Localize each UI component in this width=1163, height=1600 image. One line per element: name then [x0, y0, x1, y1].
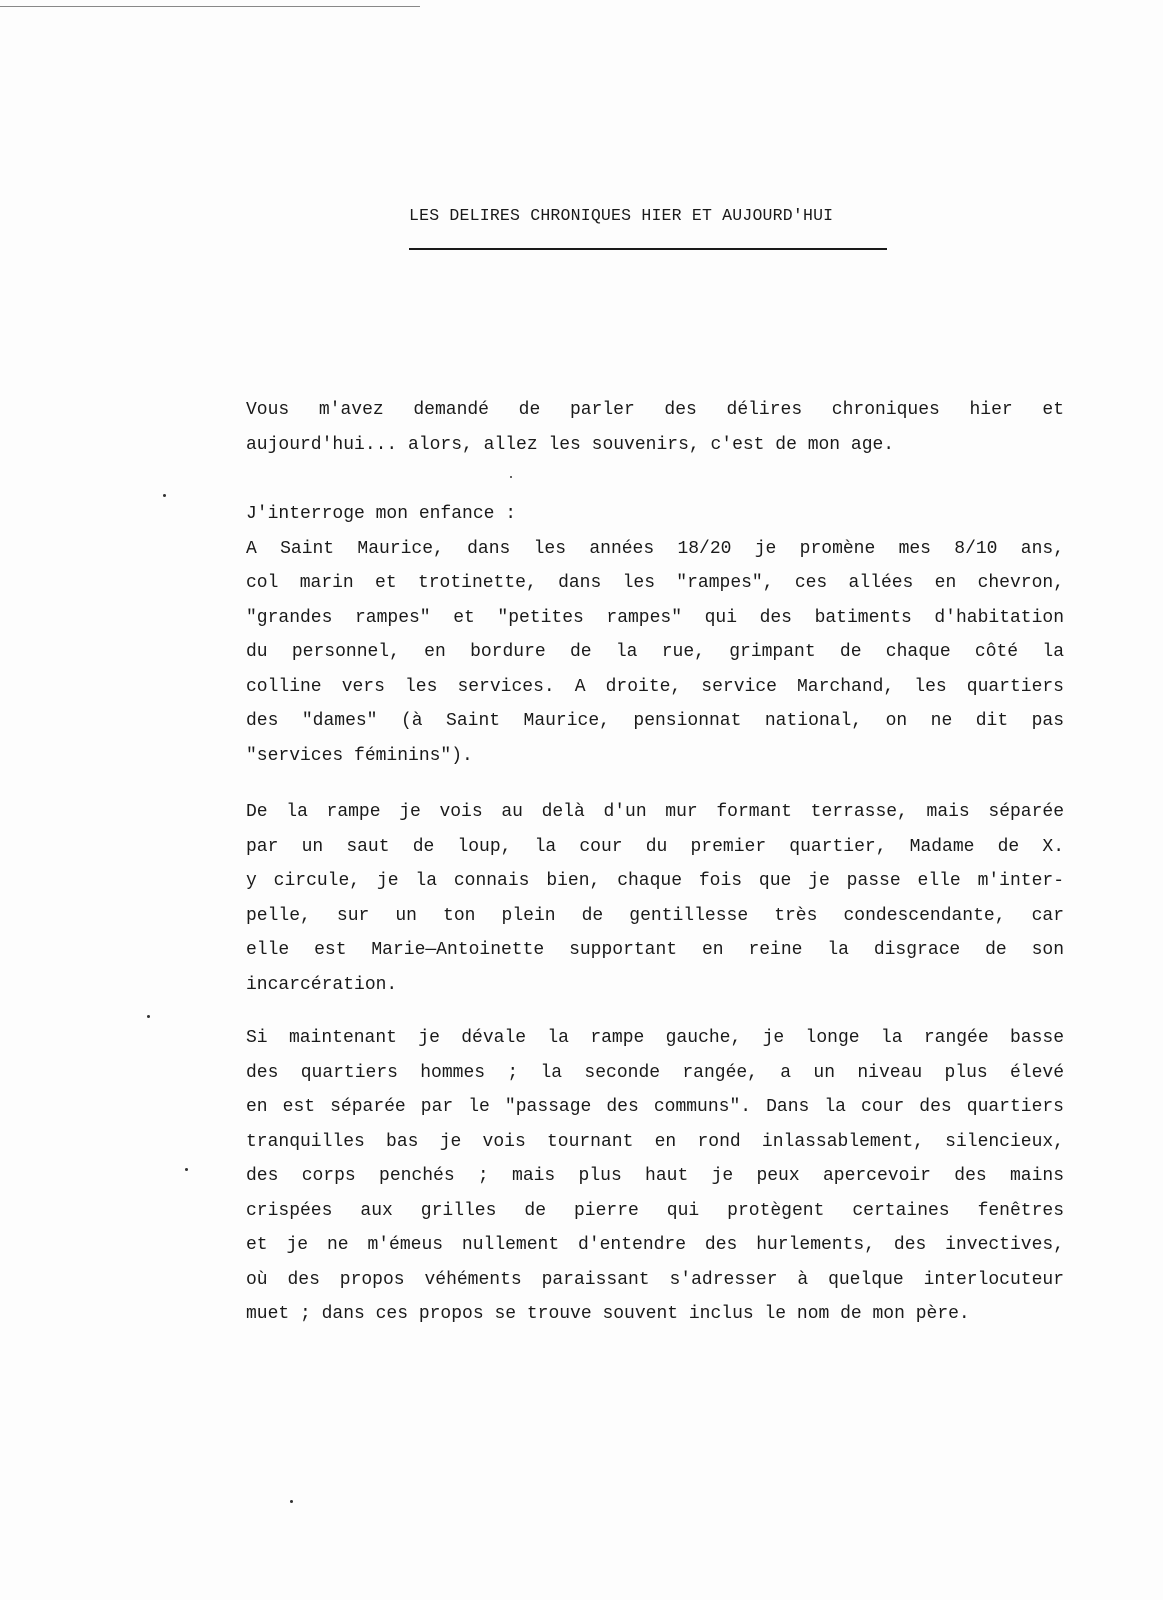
- text-line: A Saint Maurice, dans les années 18/20 je promène mes 8/10 ans,: [246, 538, 1064, 559]
- scan-speck: [185, 1168, 188, 1171]
- text-line: en est séparée par le "passage des communs". Dans la cour des quartiers: [246, 1097, 1064, 1117]
- text-line: colline vers les services. A droite, service Marchand, les quartiers: [246, 676, 1064, 697]
- text-line: des quartiers hommes ; la seconde rangée, a un niveau plus élevé: [246, 1062, 1064, 1083]
- scan-speck: [290, 1500, 293, 1503]
- scan-speck: [163, 494, 166, 497]
- text-line: J'interroge mon enfance :: [246, 504, 517, 524]
- paragraph-3: [246, 795, 1064, 1002]
- text-line: et je ne m'émeus nullement d'entendre des hurlements, des invectives,: [246, 1235, 1064, 1255]
- paragraph-2: [246, 497, 1064, 773]
- text-line: pelle, sur un ton plein de gentillesse très condescendante, car: [246, 905, 1064, 926]
- text-line: col marin et trotinette, dans les "rampes", ces allées en chevron,: [246, 573, 1064, 593]
- paragraph-4: [246, 1021, 1064, 1332]
- text-line: du personnel, en bordure de la rue, grimpant de chaque côté la: [246, 642, 1064, 662]
- text-line: Si maintenant je dévale la rampe gauche, je longe la rangée basse: [246, 1028, 1064, 1048]
- text-line: par un saut de loup, la cour du premier quartier, Madame de X.: [246, 836, 1064, 857]
- text-line: Vous m'avez demandé de parler des délires chroniques hier et: [246, 400, 1064, 420]
- paragraph-1: [246, 393, 1064, 462]
- text-line: muet ; dans ces propos se trouve souvent inclus le nom de mon père.: [246, 1304, 970, 1324]
- scan-edge-line: [0, 6, 420, 7]
- title-underline: [409, 248, 887, 250]
- text-line: "services féminins").: [246, 745, 473, 766]
- text-line: y circule, je la connais bien, chaque fois que je passe elle m'inter-: [246, 871, 1064, 891]
- text-line: elle est Marie—Antoinette supportant en reine la disgrace de son: [246, 940, 1064, 960]
- text-line: des "dames" (à Saint Maurice, pensionnat national, on ne dit pas: [246, 711, 1064, 731]
- text-line: incarcération.: [246, 974, 398, 995]
- text-line: tranquilles bas je vois tournant en rond inlassablement, silencieux,: [246, 1131, 1064, 1152]
- text-line: où des propos véhéments paraissant s'adresser à quelque interlocuteur: [246, 1269, 1064, 1290]
- document-title: LES DELIRES CHRONIQUES HIER ET AUJOURD'HUI: [409, 206, 834, 225]
- text-line: crispées aux grilles de pierre qui protègent certaines fenêtres: [246, 1200, 1064, 1221]
- text-line: des corps penchés ; mais plus haut je peux apercevoir des mains: [246, 1166, 1064, 1186]
- text-line: De la rampe je vois au delà d'un mur formant terrasse, mais séparée: [246, 802, 1064, 822]
- scan-speck: [147, 1015, 150, 1018]
- text-line: "grandes rampes" et "petites rampes" qui des batiments d'habitation: [246, 607, 1064, 628]
- scan-speck: [510, 476, 512, 478]
- text-line: aujourd'hui... alors, allez les souvenirs, c'est de mon age.: [246, 434, 895, 455]
